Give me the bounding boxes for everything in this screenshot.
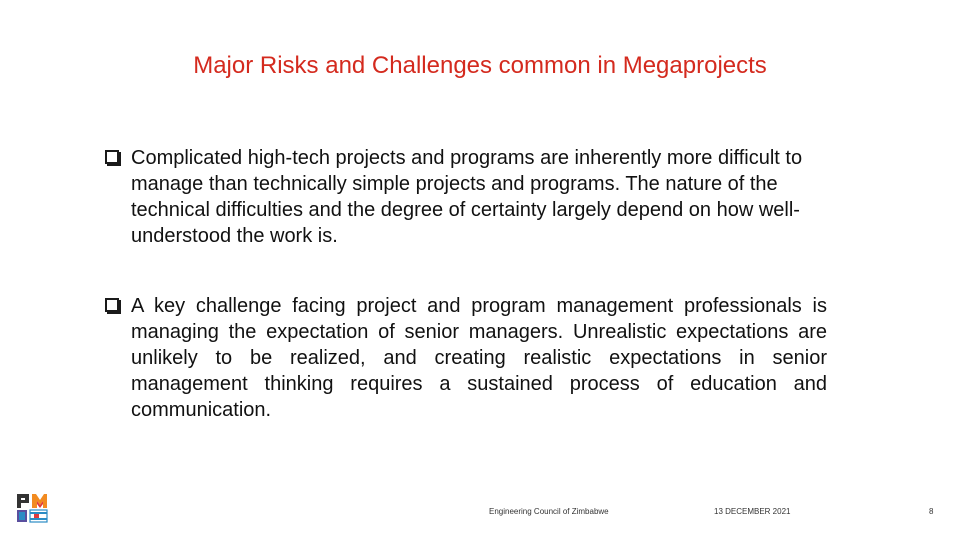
bullet-list-item xyxy=(105,293,827,423)
bullet-text: A key challenge facing project and program management professionals is managing the expectation of senior managers. Unrealistic expectations are unlikely to be realized, and creating realistic expectations in senior management thinking requires a sustained process of education and communication. xyxy=(131,295,827,421)
page-number: 8 xyxy=(929,507,934,516)
checkbox-bullet-icon xyxy=(105,150,119,164)
slide-title: Major Risks and Challenges common in Megaprojects xyxy=(193,52,767,79)
checkbox-bullet-icon xyxy=(105,298,119,312)
pmi-logo-icon xyxy=(16,492,48,524)
bullet-text: Complicated high-tech projects and programs are inherently more difficult to manage than technically simple projects and programs. The nature of the technical difficulties and the degree of certainty largely depend on how well-understood the work is. xyxy=(131,147,803,247)
footer-organization: Engineering Council of Zimbabwe xyxy=(489,507,609,516)
footer-date: 13 DECEMBER 2021 xyxy=(714,507,791,516)
bullet-list-item xyxy=(105,145,827,249)
